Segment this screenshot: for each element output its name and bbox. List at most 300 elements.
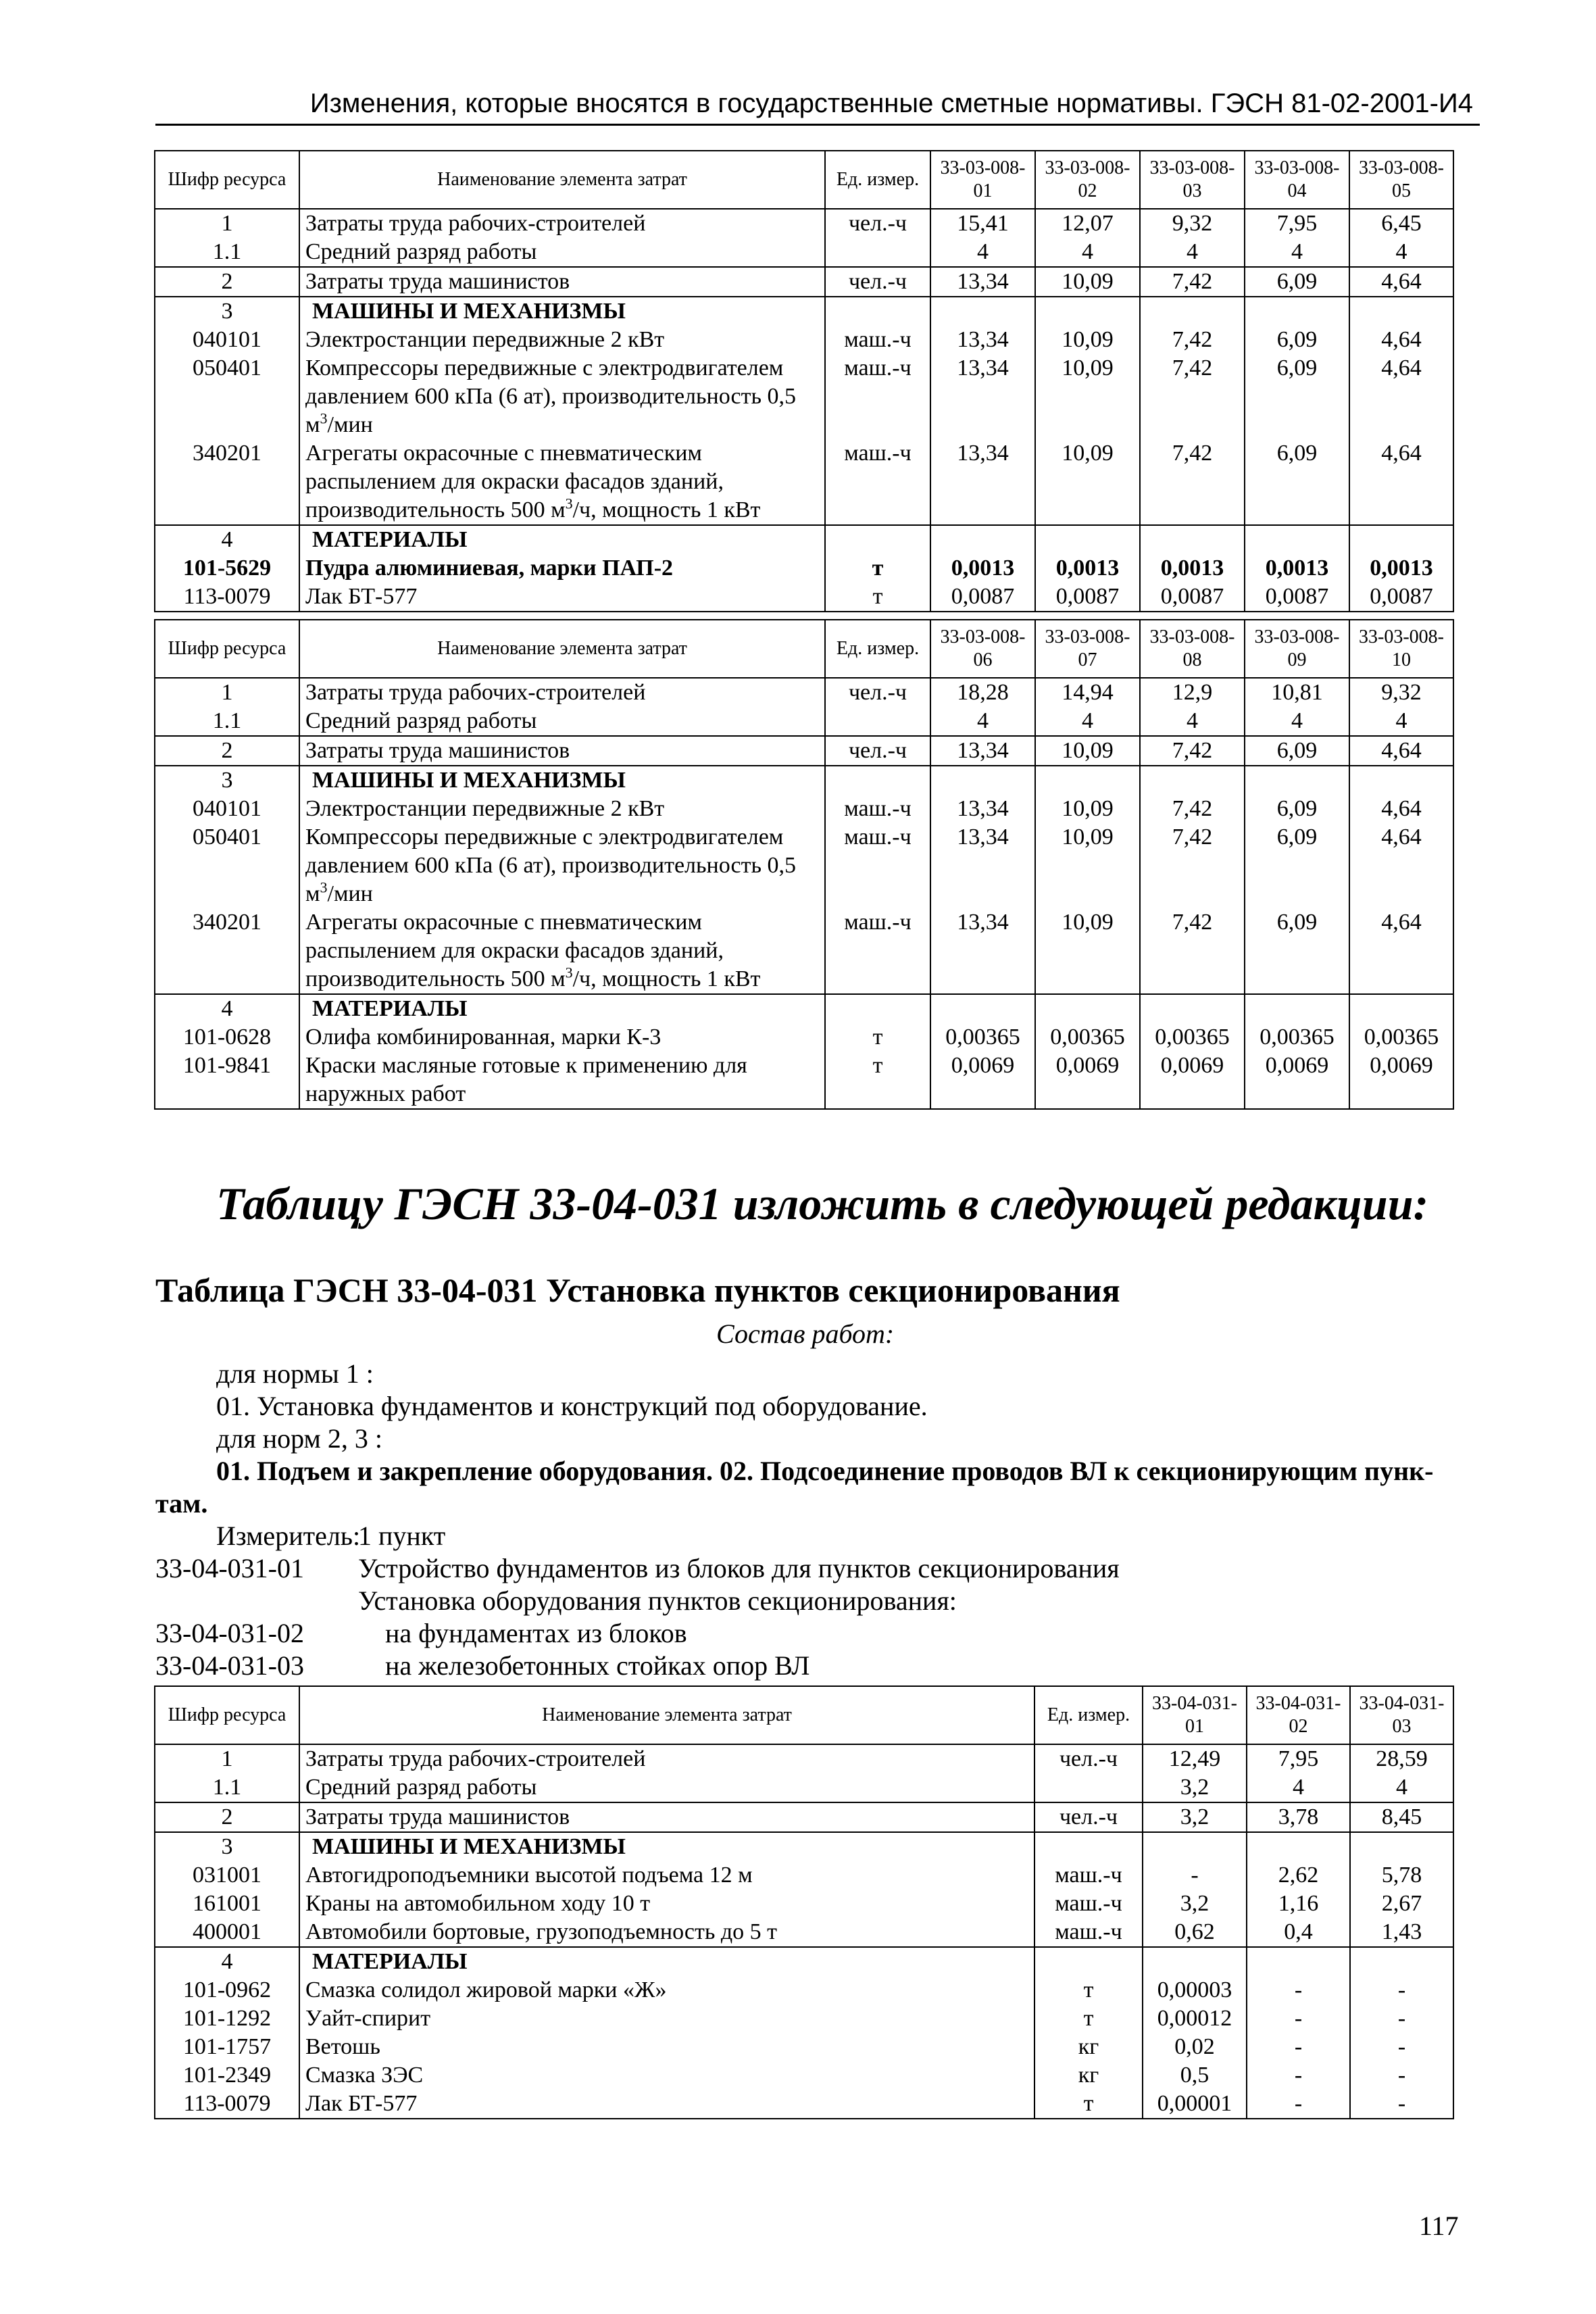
resource-code: 101-0962 [155,1976,299,2004]
resource-value: 7,42 [1140,823,1245,908]
resource-value: 0,0087 [930,583,1035,612]
resource-value: 7,95 [1245,209,1349,238]
resource-value: 4 [1035,707,1140,736]
resource-name: Затраты труда рабочих-строителей [299,209,825,238]
resource-value: 7,95 [1247,1744,1350,1773]
resource-code: 031001 [155,1861,299,1890]
table-row [155,2090,1453,2119]
resource-name: Лак БТ-577 [299,583,825,612]
header-col: 33-03-008-09 [1245,620,1349,678]
meter-label: Измеритель: [216,1521,361,1551]
resource-code: 050401 [155,823,299,908]
resource-value [930,994,1035,1023]
resource-value: - [1350,2033,1453,2061]
resource-unit [825,766,930,795]
header-col: 33-03-008-01 [930,151,1035,209]
resource-unit: маш.-ч [1034,1890,1143,1918]
table-row [155,326,1453,354]
resource-value: 2,67 [1350,1890,1453,1918]
superscript-3: 3 [565,964,573,981]
resource-value: 13,34 [930,439,1035,525]
resource-name: Затраты труда рабочих-строителей [299,1744,1034,1773]
resource-unit [825,525,930,554]
resource-value: 6,09 [1245,439,1349,525]
resource-value: 0,0013 [1245,554,1349,583]
resource-value: 10,09 [1035,795,1140,823]
resource-value [1140,525,1245,554]
header-name: Наименование элемента затрат [299,620,825,678]
resource-value [1247,1947,1350,1976]
resource-value: 12,9 [1140,678,1245,707]
resource-code: 340201 [155,908,299,994]
resource-value: 10,09 [1035,354,1140,439]
resource-code: 040101 [155,326,299,354]
resource-value: 10,09 [1035,326,1140,354]
resource-name: МАТЕРИАЛЫ [299,994,825,1023]
header-col: 33-03-008-03 [1140,151,1245,209]
resource-value: 8,45 [1350,1802,1453,1832]
table-row [155,267,1453,297]
resource-name: Затраты труда машинистов [299,736,825,766]
resource-name: Агрегаты окрасочные с пневматическим распылением для окраски фасадов зданий, производительность 500 $м^3/ч$, мощность 1 кВт [299,908,825,994]
resource-unit: кг [1034,2033,1143,2061]
norm-text: Установка оборудования пунктов секционирования: [358,1585,957,1616]
resource-name: Затраты труда рабочих-строителей [299,678,825,707]
resource-value [1140,766,1245,795]
resource-value: 3,78 [1247,1802,1350,1832]
work-items-2-3: 01. Подъем и закрепление оборудования. 02. Подсоединение проводов ВЛ к секционирующим пунк- [216,1456,1434,1486]
resource-value: 10,09 [1035,908,1140,994]
resource-unit: чел.-ч [1034,1802,1143,1832]
header-col: 33-03-008-07 [1035,620,1140,678]
resource-value [1143,1832,1247,1861]
table-row [155,297,1453,326]
header-code: Шифр ресурса [155,151,299,209]
resource-value [1245,994,1349,1023]
resource-value: 1,43 [1350,1918,1453,1947]
resource-unit: маш.-ч [825,823,930,908]
resource-table-33-03-008-06-10 [154,619,1454,1110]
resource-value: 0,0087 [1349,583,1453,612]
resource-value: 6,45 [1349,209,1453,238]
resource-code: 1 [155,678,299,707]
resource-value: 4 [1349,707,1453,736]
resource-value: - [1350,2061,1453,2090]
resource-code: 3 [155,297,299,326]
resource-code: 2 [155,267,299,297]
resource-name: Электростанции передвижные 2 кВт [299,326,825,354]
header-col: 33-04-031-03 [1350,1686,1453,1744]
norm-text: на фундаментах из блоков [385,1618,687,1648]
resource-value: 0,00001 [1143,2090,1247,2119]
resource-name: Компрессоры передвижные с электродвигателем давлением 600 кПа (6 ат), производительность 0,5 $м^3$/мин [299,823,825,908]
resource-value: 0,0013 [1349,554,1453,583]
table-row [155,795,1453,823]
page-header [155,87,1480,126]
resource-value [1140,994,1245,1023]
resource-value [930,297,1035,326]
resource-value: 0,00365 [1035,1023,1140,1052]
resource-code: 400001 [155,1918,299,1947]
resource-code: 101-0628 [155,1023,299,1052]
resource-value [1143,1947,1247,1976]
resource-value: 0,0013 [1140,554,1245,583]
resource-code: 161001 [155,1890,299,1918]
resource-value: - [1350,2090,1453,2119]
resource-unit: т [1034,2090,1143,2119]
resource-unit: маш.-ч [1034,1918,1143,1947]
resource-code: 3 [155,766,299,795]
table-row [155,2033,1453,2061]
resource-value: 4,64 [1349,267,1453,297]
resource-table-33-04-031 [154,1685,1454,2119]
meter-value: 1 пункт [358,1521,446,1551]
resource-code: 113-0079 [155,2090,299,2119]
resource-value: 4,64 [1349,439,1453,525]
table-row [155,209,1453,238]
resource-value: 12,07 [1035,209,1140,238]
resource-unit: чел.-ч [1034,1744,1143,1773]
resource-name: Пудра алюминиевая, марки ПАП-2 [299,554,825,583]
resource-value: 7,42 [1140,326,1245,354]
table-row [155,1744,1453,1773]
resource-value: 4 [1035,238,1140,267]
resource-value: - [1143,1861,1247,1890]
resource-value: 28,59 [1350,1744,1453,1773]
header-col: 33-03-008-06 [930,620,1035,678]
resource-value: 10,09 [1035,736,1140,766]
norm-code: 33-04-031-03 [155,1650,304,1681]
resource-value: 4 [1140,238,1245,267]
resource-name: Средний разряд работы [299,1773,1034,1802]
resource-name: МАШИНЫ И МЕХАНИЗМЫ [299,1832,1034,1861]
header-col: 33-03-008-02 [1035,151,1140,209]
resource-value: 6,09 [1245,908,1349,994]
for-norms-2-3: для норм 2, 3 : [216,1423,382,1454]
work-item-1: 01. Установка фундаментов и конструкций под оборудование. [216,1391,928,1421]
resource-code: 101-1757 [155,2033,299,2061]
resource-value: 6,09 [1245,736,1349,766]
resource-value [1245,297,1349,326]
resource-name: Краны на автомобильном ходу 10 т [299,1890,1034,1918]
header-col: 33-03-008-10 [1349,620,1453,678]
resource-unit: т [825,1052,930,1109]
table-row [155,354,1453,439]
resource-value: 6,09 [1245,326,1349,354]
resource-value: 4 [1350,1773,1453,1802]
resource-value: 0,0069 [1349,1052,1453,1109]
resource-value: 15,41 [930,209,1035,238]
resource-value: 10,81 [1245,678,1349,707]
resource-value [1247,1832,1350,1861]
norm-text: на железобетонных стойках опор ВЛ [385,1650,810,1681]
resource-unit: чел.-ч [825,678,930,707]
resource-code: 1 [155,1744,299,1773]
resource-name: Смазка ЗЭС [299,2061,1034,2090]
resource-value: 0,02 [1143,2033,1247,2061]
resource-value: 0,0013 [1035,554,1140,583]
resource-value: 7,42 [1140,439,1245,525]
resource-name: Краски масляные готовые к применению для наружных работ [299,1052,825,1109]
resource-value: 18,28 [930,678,1035,707]
resource-value: 3,2 [1143,1802,1247,1832]
resource-value: 3,2 [1143,1890,1247,1918]
resource-unit [825,238,930,267]
table-row [155,908,1453,994]
resource-name: Автомобили бортовые, грузоподъемность до 5 т [299,1918,1034,1947]
resource-value [1350,1832,1453,1861]
resource-value: 10,09 [1035,439,1140,525]
resource-name: Средний разряд работы [299,238,825,267]
table-header-row [155,151,1453,209]
resource-unit [825,707,930,736]
norm-code: 33-04-031-02 [155,1618,304,1648]
resource-unit: т [825,1023,930,1052]
resource-value: - [1247,2090,1350,2119]
resource-value: - [1247,2033,1350,2061]
resource-value: 10,09 [1035,267,1140,297]
resource-name: Уайт-спирит [299,2004,1034,2033]
resource-value: 12,49 [1143,1744,1247,1773]
resource-name: Агрегаты окрасочные с пневматическим распылением для окраски фасадов зданий, производительность 500 $м^3/ч$, мощность 1 кВт [299,439,825,525]
resource-unit: маш.-ч [825,326,930,354]
resource-unit: кг [1034,2061,1143,2090]
resource-code: 2 [155,1802,299,1832]
resource-name: Затраты труда машинистов [299,1802,1034,1832]
resource-value: 4 [930,707,1035,736]
table-row [155,554,1453,583]
resource-code: 113-0079 [155,583,299,612]
resource-unit [1034,1947,1143,1976]
resource-value: 6,09 [1245,267,1349,297]
resource-unit: маш.-ч [1034,1861,1143,1890]
norm-code: 33-04-031-01 [155,1553,304,1583]
resource-value: 0,0069 [1035,1052,1140,1109]
resource-unit: т [1034,1976,1143,2004]
resource-code: 101-2349 [155,2061,299,2090]
resource-value [930,525,1035,554]
resource-value: 13,34 [930,326,1035,354]
resource-value [1349,766,1453,795]
resource-unit [825,994,930,1023]
resource-value: 0,0087 [1140,583,1245,612]
resource-code: 1 [155,209,299,238]
resource-value: - [1350,2004,1453,2033]
table-row [155,2061,1453,2090]
resource-code: 1.1 [155,707,299,736]
resource-value: 13,34 [930,736,1035,766]
resource-value: 4 [1247,1773,1350,1802]
resource-value: 4 [930,238,1035,267]
resource-value: 4,64 [1349,354,1453,439]
header-name: Наименование элемента затрат [299,1686,1034,1744]
resource-value [1035,994,1140,1023]
table-row [155,1052,1453,1109]
resource-name: Лак БТ-577 [299,2090,1034,2119]
resource-name: Средний разряд работы [299,707,825,736]
for-norm-1: для нормы 1 : [216,1358,374,1389]
resource-name: Автогидроподъемники высотой подъема 12 м [299,1861,1034,1890]
table-row [155,1976,1453,2004]
resource-value: 4,64 [1349,326,1453,354]
resource-name: МАШИНЫ И МЕХАНИЗМЫ [299,297,825,326]
resource-value: 0,00012 [1143,2004,1247,2033]
resource-name: Ветошь [299,2033,1034,2061]
table-header-row [155,1686,1453,1744]
resource-name: МАТЕРИАЛЫ [299,1947,1034,1976]
resource-value: 4,64 [1349,823,1453,908]
resource-name: Смазка солидол жировой марки «Ж» [299,1976,1034,2004]
table-row [155,238,1453,267]
resource-unit [1034,1832,1143,1861]
table-row [155,2004,1453,2033]
header-col: 33-03-008-05 [1349,151,1453,209]
header-col: 33-04-031-01 [1143,1686,1247,1744]
resource-code: 4 [155,1947,299,1976]
table-row [155,994,1453,1023]
resource-name: Компрессоры передвижные с электродвигателем давлением 600 кПа (6 ат), производительность 0,5 $м^3$/мин [299,354,825,439]
table-row [155,1802,1453,1832]
table-header-row [155,620,1453,678]
resource-value: 9,32 [1349,678,1453,707]
table-row [155,1773,1453,1802]
resource-value: 4,64 [1349,908,1453,994]
norm-text: Устройство фундаментов из блоков для пунктов секционирования [358,1553,1120,1583]
resource-value: 7,42 [1140,354,1245,439]
resource-code: 2 [155,736,299,766]
resource-value: 0,62 [1143,1918,1247,1947]
resource-code: 050401 [155,354,299,439]
resource-unit [825,297,930,326]
resource-value: 13,34 [930,908,1035,994]
table-row [155,1918,1453,1947]
resource-unit: маш.-ч [825,908,930,994]
resource-value: 0,0069 [1245,1052,1349,1109]
section-title: Таблица ГЭСН 33-04-031 Установка пунктов секционирования [155,1271,1120,1309]
resource-value: 7,42 [1140,267,1245,297]
edition-announcement: Таблицу ГЭСН 33-04-031 изложить в следующей редакции: [216,1178,1429,1229]
resource-code: 3 [155,1832,299,1861]
header-col: 33-03-008-04 [1245,151,1349,209]
resource-value: 6,09 [1245,795,1349,823]
resource-value: 14,94 [1035,678,1140,707]
table-row [155,1947,1453,1976]
resource-value: 13,34 [930,823,1035,908]
table-row [155,678,1453,707]
resource-name: Затраты труда машинистов [299,267,825,297]
resource-value: 0,00365 [1140,1023,1245,1052]
resource-value: 0,00365 [1349,1023,1453,1052]
resource-value: 3,2 [1143,1773,1247,1802]
resource-code: 1.1 [155,1773,299,1802]
resource-value [1245,525,1349,554]
resource-code: 101-1292 [155,2004,299,2033]
table-row [155,525,1453,554]
resource-value: - [1350,1976,1453,2004]
resource-value: 7,42 [1140,908,1245,994]
superscript-3: 3 [320,879,328,896]
resource-value: 4 [1245,238,1349,267]
resource-value: 10,09 [1035,823,1140,908]
table-row [155,1023,1453,1052]
resource-value: 13,34 [930,795,1035,823]
table-row [155,439,1453,525]
work-items-2-3-cont: там. [155,1488,208,1519]
resource-value: 6,09 [1245,354,1349,439]
resource-unit [1034,1773,1143,1802]
resource-code: 101-5629 [155,554,299,583]
work-composition-label: Состав работ: [716,1319,895,1349]
header-unit: Ед. измер. [825,620,930,678]
resource-value: 0,0087 [1245,583,1349,612]
resource-value: 0,0013 [930,554,1035,583]
header-col: 33-04-031-02 [1247,1686,1350,1744]
superscript-3: 3 [565,495,573,512]
header-code: Шифр ресурса [155,620,299,678]
resource-value [1035,525,1140,554]
resource-value: 0,00365 [930,1023,1035,1052]
resource-code: 040101 [155,795,299,823]
table-row [155,823,1453,908]
resource-unit: маш.-ч [825,439,930,525]
resource-value [1350,1947,1453,1976]
resource-code: 4 [155,994,299,1023]
resource-value [1140,297,1245,326]
resource-value: 2,62 [1247,1861,1350,1890]
resource-value: 13,34 [930,267,1035,297]
resource-name: Электростанции передвижные 2 кВт [299,795,825,823]
resource-value: 0,00003 [1143,1976,1247,2004]
resource-value [930,766,1035,795]
resource-value [1349,297,1453,326]
resource-value: 7,42 [1140,736,1245,766]
resource-value: 0,0069 [930,1052,1035,1109]
resource-code: 340201 [155,439,299,525]
superscript-3: 3 [320,410,328,427]
resource-value: 0,4 [1247,1918,1350,1947]
table-row [155,583,1453,612]
header-code: Шифр ресурса [155,1686,299,1744]
resource-unit: т [825,554,930,583]
table-row [155,766,1453,795]
table-row [155,1890,1453,1918]
table-row [155,736,1453,766]
resource-value [1035,766,1140,795]
resource-code: 4 [155,525,299,554]
table-row [155,707,1453,736]
header-unit: Ед. измер. [825,151,930,209]
resource-value: - [1247,2004,1350,2033]
resource-value: 4,64 [1349,795,1453,823]
resource-value: 0,0069 [1140,1052,1245,1109]
resource-unit: маш.-ч [825,354,930,439]
header-unit: Ед. измер. [1034,1686,1143,1744]
resource-name: МАТЕРИАЛЫ [299,525,825,554]
resource-value: 0,0087 [1035,583,1140,612]
resource-value: 7,42 [1140,795,1245,823]
resource-code: 101-9841 [155,1052,299,1109]
resource-value: 0,00365 [1245,1023,1349,1052]
resource-value: - [1247,1976,1350,2004]
resource-value [1349,994,1453,1023]
resource-value: 13,34 [930,354,1035,439]
resource-unit: чел.-ч [825,736,930,766]
resource-name: МАШИНЫ И МЕХАНИЗМЫ [299,766,825,795]
resource-value: 6,09 [1245,823,1349,908]
resource-value: 4 [1140,707,1245,736]
resource-unit: чел.-ч [825,209,930,238]
header-name: Наименование элемента затрат [299,151,825,209]
